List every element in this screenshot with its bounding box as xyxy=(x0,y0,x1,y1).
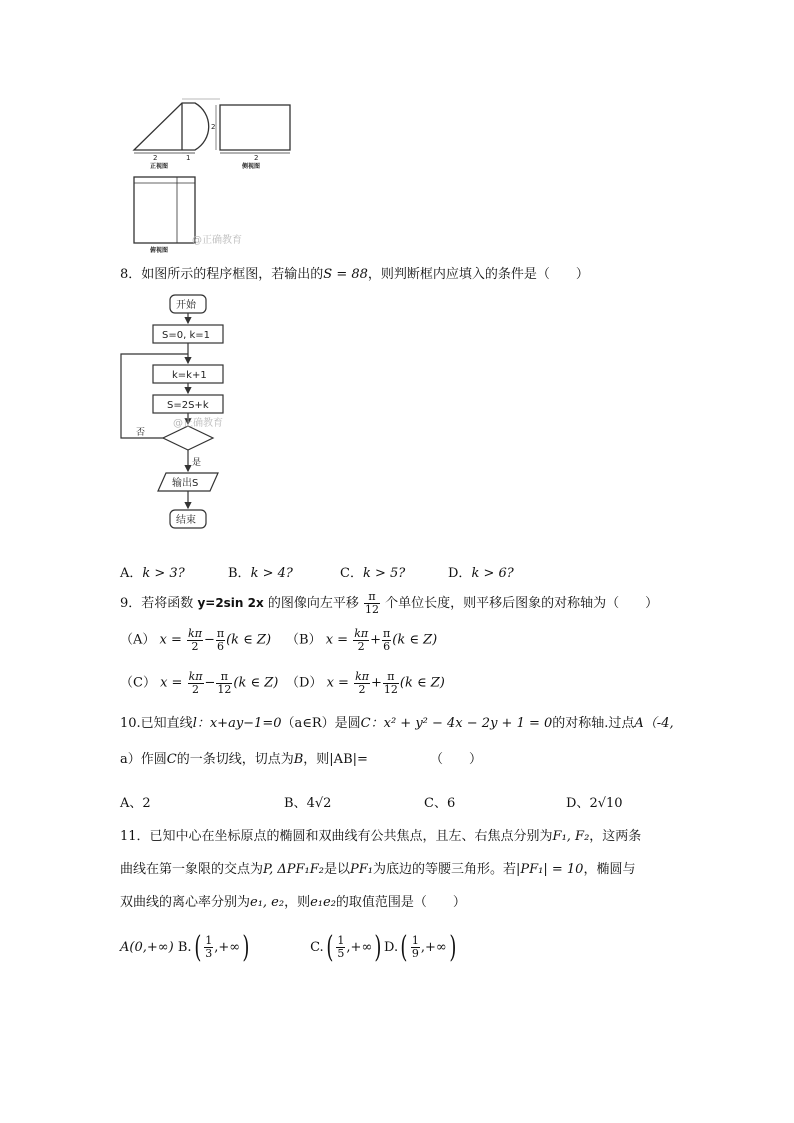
q10-option-d: D、2√10 xyxy=(566,796,623,811)
q8-stem-post: ，则判断框内应填入的条件是（ ） xyxy=(367,267,589,282)
dim-height: 2 xyxy=(211,123,216,131)
q10-option-a: A、2 xyxy=(120,796,151,811)
flow-decision xyxy=(163,426,213,450)
q10-circle-eq: x² + y² − 4x − 2y + 1 = 0 xyxy=(383,716,553,731)
flow-step2-label: S=2S+k xyxy=(167,400,209,411)
q11-option-a: A(0,+∞) xyxy=(120,940,174,955)
q10-option-b: B、4√2 xyxy=(284,796,332,811)
q9-stem: 9．若将函数 y=2sin 2x 的图像向左平移 $\frac{\pi}{12}$ 个单位长度，则平移后图象的对称轴为（ ） xyxy=(120,590,659,616)
q11-option-d-letter: D. xyxy=(384,940,399,955)
flow-end-label: 结束 xyxy=(176,515,196,526)
flow-output-label: 输出S xyxy=(172,478,199,489)
q8-flowchart xyxy=(118,292,258,532)
front-view xyxy=(134,99,220,150)
q11-line3: 双曲线的离心率分别为e₁, e₂，则e₁e₂的取值范围是（ ） xyxy=(120,895,466,910)
q11-option-c-letter: C. xyxy=(310,940,324,955)
q9-func: y=2sin 2x xyxy=(197,596,264,610)
dim-side: 2 xyxy=(254,154,259,162)
flow-start-label: 开始 xyxy=(176,300,196,311)
flow-step1-label: k=k+1 xyxy=(172,370,207,381)
three-view-figure xyxy=(120,95,300,255)
q8-stem-pre: 8．如图所示的程序框图，若输出的 xyxy=(120,267,324,282)
q9-option-a: （A） x = $\frac{k\pi}{2}$ − $\frac{\pi}{6}$ (k ∈ Z) xyxy=(120,627,272,653)
q11-line2: 曲线在第一象限的交点为P, ΔPF₁F₂是以PF₁为底边的等腰三角形。若|PF₁| = 10，椭圆与 xyxy=(120,862,636,877)
flow-yes-label: 是 xyxy=(192,458,202,468)
q8-option-b: B．k > 4? xyxy=(228,566,293,581)
three-view-watermark: @正确教育 xyxy=(192,235,242,246)
top-view-label: 俯视图 xyxy=(150,247,169,254)
flow-init-label: S=0, k=1 xyxy=(162,330,210,341)
q8-option-a: A．k > 3? xyxy=(120,566,185,581)
q9-option-b: （B） x = $\frac{k\pi}{2}$ + $\frac{\pi}{6}$ (k ∈ Z) xyxy=(286,627,438,653)
q10-line2: a）作圆C的一条切线，切点为B，则|AB|= （ ） xyxy=(120,752,483,767)
q9-option-c: （C） x = $\frac{k\pi}{2}$ − $\frac{\pi}{12}$ (k ∈ Z) xyxy=(120,670,279,696)
dim-front-right: 1 xyxy=(186,154,191,162)
q11-option-b-letter: B. xyxy=(177,940,192,955)
flow-no-label: 否 xyxy=(136,428,146,438)
q8-stem-math: S = 88 xyxy=(323,267,368,282)
q8-stem xyxy=(120,268,589,281)
q9-option-d: （D） x = $\frac{k\pi}{2}$ + $\frac{\pi}{12}$ (k ∈ Z) xyxy=(286,670,445,696)
side-view-label: 侧视图 xyxy=(242,163,261,170)
front-view-label: 正视图 xyxy=(150,163,169,170)
q9-shift: $\frac{\pi}{12}$ xyxy=(365,590,380,616)
q11-line1: 11．已知中心在坐标原点的椭圆和双曲线有公共焦点，且左、右焦点分别为F₁, F₂，这两条 xyxy=(120,829,642,844)
q11-options: A(0,+∞) B.( $\frac{1}{3}$ ,+∞) C.( $\frac{1}{5}$ ,+∞) D.( $\frac{1}{9}$ ,+∞) xyxy=(120,929,457,965)
flow-watermark: @正确教育 xyxy=(173,418,223,429)
top-view xyxy=(134,177,195,243)
q8-option-d: D．k > 6? xyxy=(448,566,514,581)
q10-option-c: C、6 xyxy=(424,796,456,811)
q10-line1: 10.已知直线l：x+ay−1=0（a∈R）是圆C：x² + y² − 4x − 2y + 1 = 0的对称轴.过点A（-4, xyxy=(120,716,674,731)
dim-front-left: 2 xyxy=(153,154,158,162)
q8-option-c: C．k > 5? xyxy=(340,566,406,581)
side-view xyxy=(220,105,290,150)
